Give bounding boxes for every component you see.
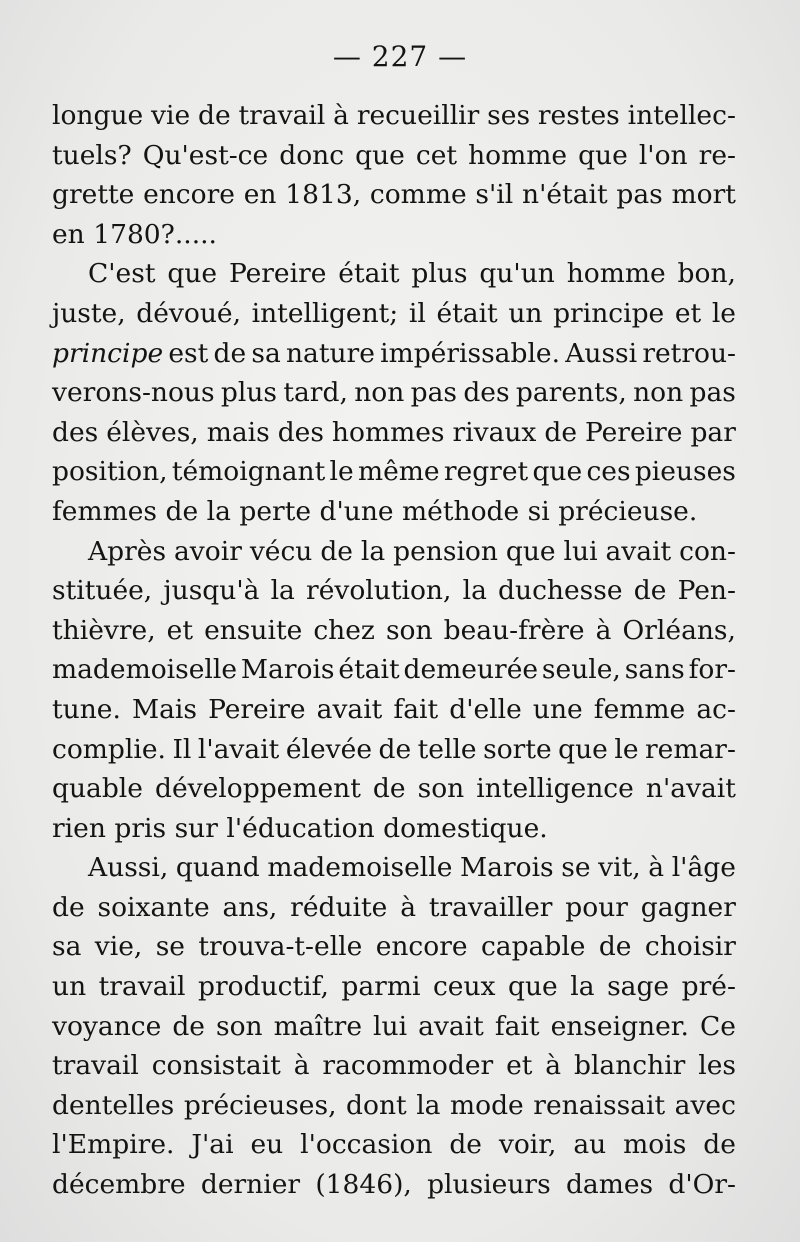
word: d'elle: [449, 693, 522, 725]
word: ans,: [222, 891, 278, 923]
text-line: [52, 334, 736, 374]
word: et: [506, 1050, 533, 1082]
text-line: [52, 611, 736, 651]
word: avec: [674, 1089, 736, 1121]
word: jusqu'à: [163, 575, 260, 607]
word: impérissable.: [380, 337, 561, 369]
word: sa: [52, 931, 82, 963]
word: que: [578, 139, 628, 171]
word: son: [385, 614, 433, 646]
text-line: [52, 1007, 736, 1047]
word: Qu'est-ce: [142, 139, 269, 171]
word: restes: [537, 100, 620, 131]
word: à: [333, 100, 349, 131]
word: fait: [393, 693, 439, 725]
word: chez: [313, 614, 375, 646]
word: nature: [285, 337, 375, 369]
word: consistait: [151, 1050, 281, 1082]
word: était: [338, 654, 400, 686]
word: et: [166, 614, 194, 646]
word: gagner: [640, 891, 736, 923]
word: réduite: [290, 891, 388, 923]
word: voir,: [498, 1129, 557, 1161]
word: témoignant: [171, 456, 326, 488]
word: choisir: [644, 931, 736, 963]
word: donc: [279, 139, 345, 171]
word: racommoder: [322, 1050, 494, 1082]
word: vie: [151, 100, 191, 131]
text-line: [52, 848, 736, 888]
word: en: [243, 179, 277, 211]
word: sur: [174, 812, 218, 844]
word: Aussi,: [88, 852, 169, 884]
word: Ce: [699, 1010, 736, 1042]
word: les: [698, 1050, 736, 1082]
word: trouva-t-elle: [198, 931, 363, 963]
word: Aussi: [565, 337, 638, 369]
word: fait: [494, 1010, 540, 1042]
word: plus: [411, 258, 468, 290]
word: dont: [346, 1089, 407, 1121]
text-line: [52, 413, 736, 453]
word: n'était: [522, 179, 608, 211]
word: J'ai: [191, 1129, 234, 1161]
word: révolution,: [306, 575, 452, 607]
word: femme: [593, 693, 686, 725]
word: intelligence: [476, 773, 634, 805]
word: recueillir: [356, 100, 480, 131]
word: si: [527, 495, 550, 527]
word: principe: [52, 337, 164, 369]
word: pieuses: [634, 456, 736, 488]
text-line: [52, 690, 736, 730]
word: sa: [251, 337, 281, 369]
word: retrou-: [642, 337, 736, 369]
word: vit,: [598, 852, 641, 884]
word: C'est: [88, 258, 156, 290]
word: avait: [605, 535, 672, 567]
word: développement: [155, 773, 361, 805]
word: principe: [553, 297, 665, 329]
word: Après: [88, 535, 167, 567]
word: le: [711, 297, 736, 329]
word: est: [168, 337, 209, 369]
word: non: [354, 377, 405, 409]
text-line: [52, 927, 736, 967]
text-line: [52, 769, 736, 809]
word: encore: [375, 931, 468, 963]
word: sans: [624, 654, 685, 686]
word: tard,: [283, 377, 348, 409]
word: d'une: [319, 495, 394, 527]
word: ac-: [696, 693, 736, 725]
word: la: [462, 575, 487, 607]
word: grette: [52, 179, 135, 211]
word: plusieurs: [427, 1169, 551, 1201]
word: regret: [443, 456, 529, 488]
word: position,: [52, 456, 168, 488]
word: de: [198, 100, 231, 131]
word: duchesse: [498, 575, 623, 607]
word: de: [213, 337, 247, 369]
word: avait: [418, 1010, 484, 1042]
word: de: [544, 416, 578, 448]
word: de: [172, 1010, 205, 1042]
word: Marois: [460, 852, 554, 884]
word: tuels?: [52, 139, 132, 171]
word: telle: [417, 733, 477, 765]
word: rivaux: [452, 416, 537, 448]
word: pré-: [681, 971, 736, 1003]
word: vie,: [94, 931, 143, 963]
word: que: [355, 139, 405, 171]
word: de: [372, 773, 406, 805]
word: productif,: [198, 971, 329, 1003]
word: sorte: [483, 733, 552, 765]
word: travail: [98, 971, 186, 1003]
text-line: [52, 294, 736, 334]
word: l'occasion: [300, 1129, 433, 1161]
word: avoir: [174, 535, 242, 567]
word: quand: [175, 852, 260, 884]
word: juste,: [52, 297, 126, 329]
text-line: [52, 1086, 736, 1126]
word: 1780?.....: [93, 218, 217, 250]
word: de: [598, 931, 632, 963]
word: à: [648, 852, 665, 884]
body-text: [52, 96, 736, 1205]
word: dévoué,: [136, 297, 242, 329]
word: que: [558, 733, 608, 765]
word: des: [52, 416, 99, 448]
word: de: [633, 575, 667, 607]
word: remar-: [645, 733, 736, 765]
word: plus: [220, 377, 278, 409]
word: son: [215, 1010, 263, 1042]
word: perte: [239, 495, 312, 527]
word: de: [52, 891, 85, 923]
word: et: [674, 297, 702, 329]
word: domestique.: [383, 812, 548, 844]
word: 1813,: [285, 179, 362, 211]
word: homme: [468, 139, 568, 171]
word: capable: [480, 931, 586, 963]
word: avait: [316, 693, 383, 725]
word: bon,: [677, 258, 736, 290]
text-line: [52, 967, 736, 1007]
word: mois: [623, 1129, 687, 1161]
word: il: [408, 297, 426, 329]
word: soixante: [97, 891, 210, 923]
text-line: [52, 1165, 736, 1205]
word: de: [703, 1129, 736, 1161]
word: la: [360, 535, 386, 567]
word: ensuite: [204, 614, 303, 646]
word: Orléans,: [622, 614, 736, 646]
word: la: [570, 971, 595, 1003]
word: ses: [487, 100, 531, 131]
word: Mais: [131, 693, 197, 725]
word: était: [436, 297, 498, 329]
word: beau-frère: [443, 614, 585, 646]
word: mademoiselle: [267, 852, 453, 884]
word: pas: [689, 377, 736, 409]
word: comme: [369, 179, 467, 211]
text-line: [52, 215, 736, 255]
word: ces: [586, 456, 631, 488]
word: à: [293, 1050, 310, 1082]
word: parmi: [341, 971, 421, 1003]
word: homme: [566, 258, 666, 290]
word: était: [338, 258, 400, 290]
word: mademoiselle: [52, 654, 238, 686]
word: dernier: [200, 1169, 301, 1201]
word: de: [378, 733, 412, 765]
word: pour: [565, 891, 628, 923]
word: la: [206, 495, 231, 527]
text-line: [52, 650, 736, 690]
word: intelligent;: [251, 297, 399, 329]
word: ceux: [432, 971, 496, 1003]
word: de: [449, 1129, 482, 1161]
word: se: [155, 931, 185, 963]
word: le: [329, 456, 354, 488]
word: son: [417, 773, 465, 805]
word: précieuses,: [183, 1089, 337, 1121]
word: que: [532, 456, 583, 488]
word: l'Empire.: [52, 1129, 175, 1161]
word: par: [690, 416, 736, 448]
word: l'avait: [197, 733, 280, 765]
word: en: [52, 218, 85, 250]
word: de: [320, 535, 353, 567]
text-line: [52, 888, 736, 928]
word: hommes: [331, 416, 445, 448]
word: une: [532, 693, 583, 725]
word: verons-nous: [52, 377, 215, 409]
word: méthode: [402, 495, 520, 527]
word: élevée: [285, 733, 373, 765]
word: qu'un: [479, 258, 555, 290]
word: travailler: [428, 891, 553, 923]
word: Pen-: [677, 575, 736, 607]
word: for-: [688, 654, 736, 686]
word: lui: [563, 535, 598, 567]
word: sage: [607, 971, 670, 1003]
word: travail: [238, 100, 326, 131]
text-line: [52, 452, 736, 492]
word: des: [463, 377, 510, 409]
text-line: [52, 136, 736, 176]
word: maître: [273, 1010, 363, 1042]
word: Il: [172, 733, 192, 765]
text-line: [52, 571, 736, 611]
word: s'il: [475, 179, 514, 211]
word: même: [357, 456, 440, 488]
word: quable: [52, 773, 143, 805]
word: renaissait: [533, 1089, 666, 1121]
word: n'avait: [645, 773, 736, 805]
word: l'éducation: [226, 812, 375, 844]
word: d'Or-: [668, 1169, 736, 1201]
word: pris: [114, 812, 167, 844]
word: travail: [52, 1050, 139, 1082]
word: non: [633, 377, 684, 409]
word: Marois: [240, 654, 335, 686]
word: se: [561, 852, 591, 884]
word: mais: [206, 416, 270, 448]
word: un: [508, 297, 543, 329]
word: l'âge: [671, 852, 736, 884]
text-line: [52, 730, 736, 770]
word: complie.: [52, 733, 166, 765]
word: précieuse.: [558, 495, 698, 527]
word: l'on: [638, 139, 688, 171]
text-line: [52, 532, 736, 572]
word: Pereire: [584, 416, 683, 448]
word: rien: [52, 812, 106, 844]
word: à: [545, 1050, 562, 1082]
word: décembre: [52, 1169, 186, 1201]
word: Pereire: [208, 693, 306, 725]
word: mode: [450, 1089, 524, 1121]
word: stituée,: [52, 575, 153, 607]
word: élèves,: [106, 416, 199, 448]
word: mort: [671, 179, 736, 211]
word: demeurée: [403, 654, 539, 686]
word: vécu: [249, 535, 313, 567]
word: eu: [250, 1129, 284, 1161]
text-line: [52, 175, 736, 215]
word: que: [508, 971, 558, 1003]
word: pension: [393, 535, 498, 567]
word: pas: [410, 377, 457, 409]
word: que: [505, 535, 556, 567]
word: Pereire: [228, 258, 327, 290]
text-line: [52, 1125, 736, 1165]
word: voyance: [52, 1010, 162, 1042]
word: seule,: [541, 654, 621, 686]
word: longue: [52, 100, 144, 131]
text-line: [52, 373, 736, 413]
text-line: [52, 809, 736, 849]
word: que: [167, 258, 218, 290]
word: femmes: [52, 495, 158, 527]
word: à: [400, 891, 416, 923]
word: thièvre,: [52, 614, 156, 646]
word: le: [614, 733, 639, 765]
word: enseigner.: [550, 1010, 689, 1042]
word: la: [270, 575, 295, 607]
word: blanchir: [573, 1050, 686, 1082]
word: au: [573, 1129, 607, 1161]
word: (1846),: [315, 1169, 412, 1201]
page-number: — 227 —: [332, 40, 468, 73]
word: re-: [698, 139, 736, 171]
word: un: [52, 971, 87, 1003]
text-line: [52, 492, 736, 532]
text-line: [52, 96, 736, 136]
text-line: [52, 1046, 736, 1086]
word: dames: [565, 1169, 654, 1201]
word: pas: [616, 179, 663, 211]
word: de: [165, 495, 199, 527]
word: con-: [679, 535, 736, 567]
word: à: [595, 614, 612, 646]
word: encore: [143, 179, 235, 211]
word: dentelles: [52, 1089, 175, 1121]
word: intellec-: [627, 100, 736, 131]
word: lui: [373, 1010, 408, 1042]
word: cet: [415, 139, 458, 171]
word: parents,: [515, 377, 627, 409]
word: des: [277, 416, 324, 448]
text-line: [52, 254, 736, 294]
word: la: [416, 1089, 441, 1121]
word: tune.: [52, 693, 121, 725]
